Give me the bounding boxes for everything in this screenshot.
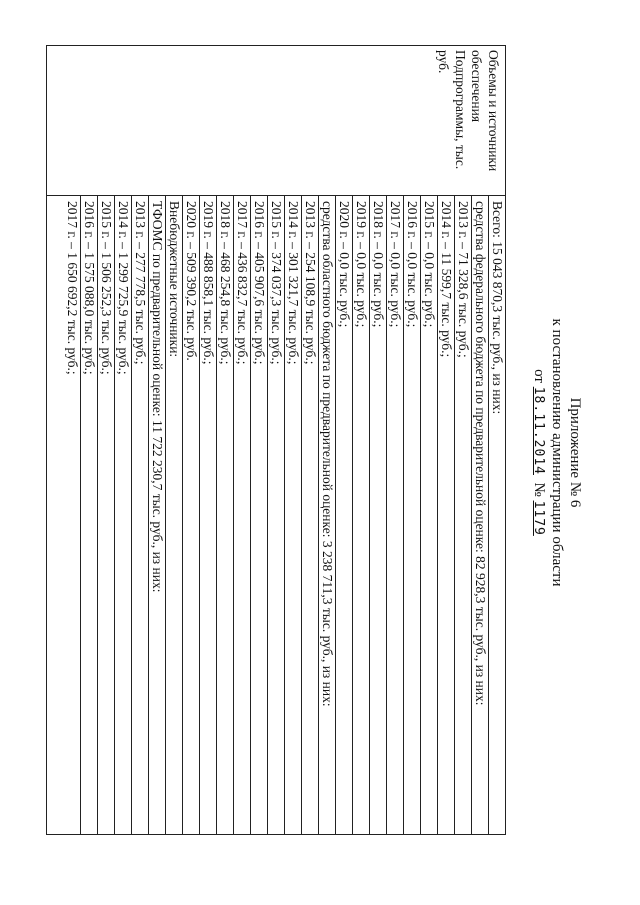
table-row: 2013 г. – 277 778,5 тыс. руб.;: [131, 196, 148, 834]
table-row: 2014 г. – 1 299 725,9 тыс. руб.;: [114, 196, 131, 834]
table-row: 2020 г. – 0,0 тыс. руб.;: [335, 196, 352, 834]
table-row: 2017 г. – 1 650 692,2 тыс. руб.;: [65, 201, 80, 375]
table-row: средства федерального бюджета по предварительной оценке: 82 928,3 тыс. руб., из них:: [471, 196, 488, 834]
funding-table: [46, 45, 506, 835]
document-header: [529, 0, 584, 905]
table-row: 2019 г. – 0,0 тыс. руб.;: [352, 196, 369, 834]
table-row: 2016 г. – 405 907,6 тыс. руб.;: [250, 196, 267, 834]
decree-date: 18.11.2014: [531, 386, 546, 475]
decree-date-line: [529, 0, 548, 905]
table-row: Всего: 15 043 870,3 тыс. руб., из них:: [488, 196, 505, 834]
table-row: 2017 г. – 0,0 тыс. руб.;: [386, 196, 403, 834]
table-row: средства областного бюджета по предварительной оценке: 3 238 711,3 тыс. руб., из них:: [318, 196, 335, 834]
table-row: 2016 г. – 0,0 тыс. руб.;: [403, 196, 420, 834]
table-row: 2014 г. – 11 599,7 тыс. руб.;: [437, 196, 454, 834]
table-row: 2014 г. – 301 321,7 тыс. руб.;: [284, 196, 301, 834]
table-row: 2013 г. – 254 108,9 тыс. руб.;: [301, 196, 318, 834]
table-row: Внебюджетные источники:: [165, 196, 182, 834]
table-row: 2020 г. – 509 390,2 тыс. руб.: [182, 196, 199, 834]
table-row: 2015 г. – 374 037,3 тыс. руб.;: [267, 196, 284, 834]
table-row: 2016 г. – 1 575 088,0 тыс. руб.;: [80, 196, 97, 834]
table-row: 2019 г. – 488 858,1 тыс. руб.;: [199, 196, 216, 834]
table-row: ТФОМС по предварительной оценке: 11 722 230,7 тыс. руб., из них:: [148, 196, 165, 834]
decree-reference: к постановлению администрации области: [549, 318, 565, 587]
appendix-title: Приложение № 6: [567, 397, 583, 508]
table-row: 2017 г. – 436 832,7 тыс. руб.;: [233, 196, 250, 834]
funding-label-cell: [47, 46, 505, 196]
number-prefix: №: [531, 482, 547, 497]
table-row: 2013 г. – 71 328,6 тыс. руб.;: [454, 196, 471, 834]
funding-values-cell: [47, 196, 505, 834]
decree-number: 1179: [531, 500, 546, 536]
table-row: 2018 г. – 0,0 тыс. руб.;: [369, 196, 386, 834]
date-prefix: от: [531, 369, 547, 383]
table-row: 2018 г. – 468 254,8 тыс. руб.;: [216, 196, 233, 834]
table-row: 2015 г. – 1 506 252,3 тыс. руб.;: [97, 196, 114, 834]
table-row: 2015 г. – 0,0 тыс. руб.;: [420, 196, 437, 834]
funding-label: Объемы и источники обеспечения Подпрограммы, тыс. руб.: [436, 50, 501, 172]
